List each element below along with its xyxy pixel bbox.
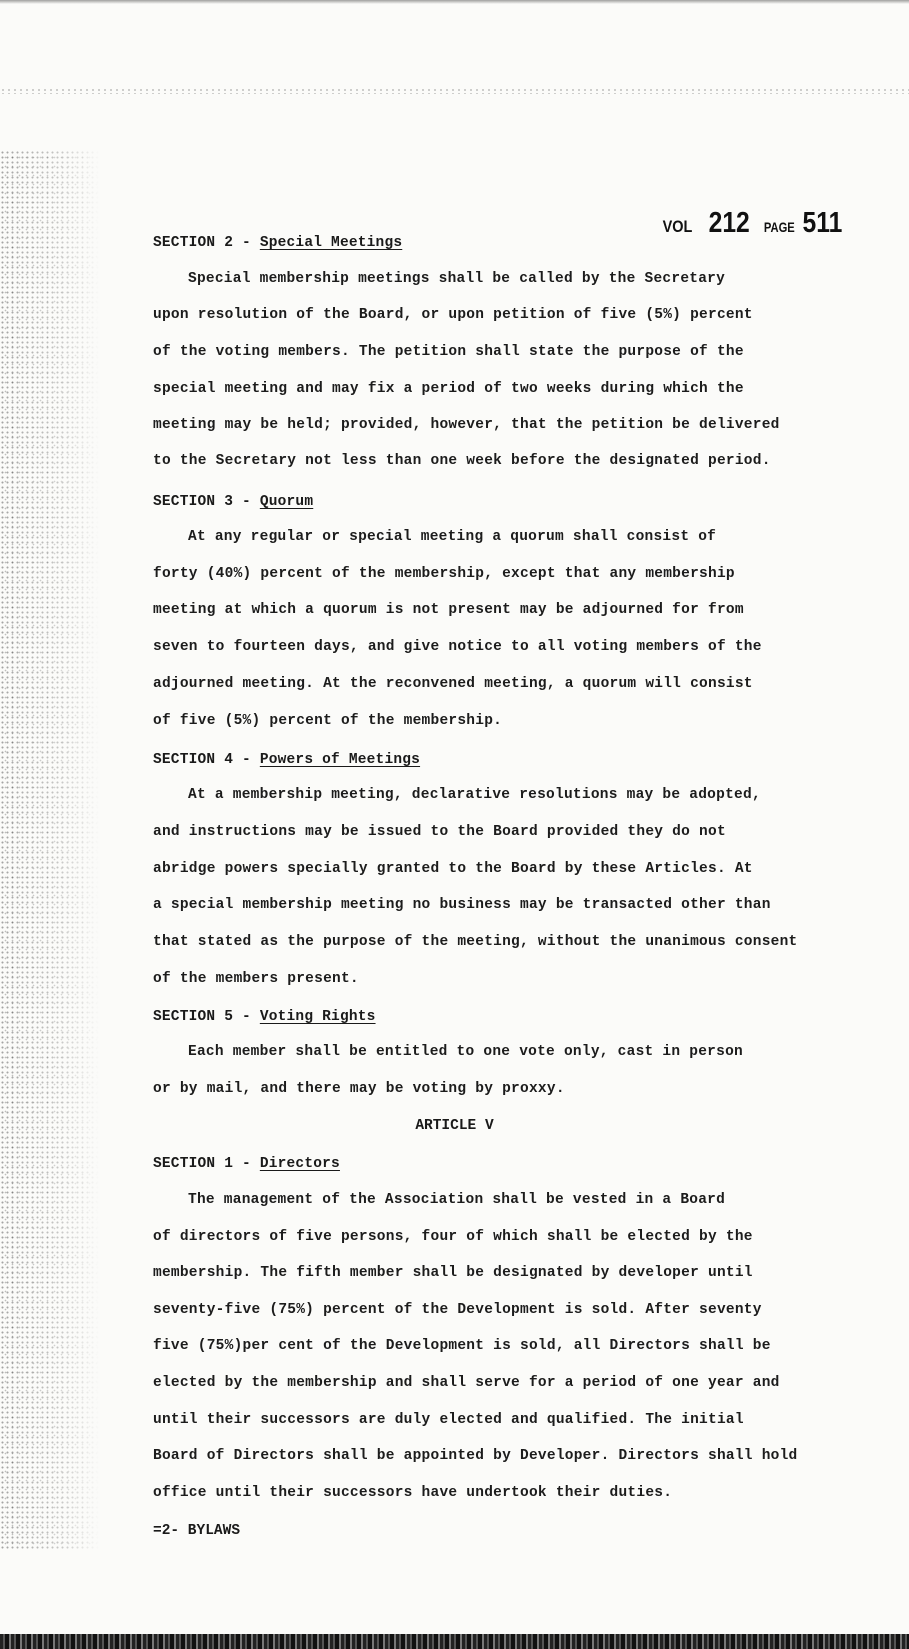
section-heading [153, 494, 313, 510]
text-line: meeting at which a quorum is not present may be adjourned for from [153, 602, 744, 618]
scan-edge-top [0, 0, 909, 4]
text-line: abridge powers specially granted to the Board by these Articles. At [153, 861, 753, 877]
section-title: Quorum [259, 494, 314, 510]
text-line: At any regular or special meeting a quorum shall consist of [188, 529, 717, 545]
text-line: of the voting members. The petition shall state the purpose of the [153, 344, 744, 360]
section-heading [153, 1009, 376, 1025]
text-line: The management of the Association shall be vested in a Board [188, 1192, 726, 1208]
section-heading [153, 1156, 340, 1172]
text-line: that stated as the purpose of the meeting, without the unanimous consent [153, 934, 798, 950]
text-line: special meeting and may fix a period of two weeks during which the [153, 381, 744, 397]
section-heading [153, 235, 402, 251]
section-prefix: SECTION 2 - [153, 235, 260, 251]
text-line: adjourned meeting. At the reconvened meeting, a quorum will consist [153, 676, 753, 692]
text-line: Each member shall be entitled to one vote only, cast in person [188, 1044, 743, 1060]
text-line: of five (5%) percent of the membership. [153, 713, 503, 729]
text-line: membership. The fifth member shall be designated by developer until [153, 1265, 753, 1281]
text-line: and instructions may be issued to the Board provided they do not [153, 824, 726, 840]
text-line: At a membership meeting, declarative resolutions may be adopted, [188, 787, 761, 803]
text-line: five (75%)per cent of the Development is sold, all Directors shall be [153, 1338, 771, 1354]
text-line: Special membership meetings shall be called by the Secretary [188, 271, 726, 287]
section-prefix: SECTION 4 - [153, 752, 260, 768]
section-prefix: SECTION 3 - [153, 494, 260, 510]
text-line: Board of Directors shall be appointed by Developer. Directors shall hold [153, 1448, 798, 1464]
text-line: office until their successors have undertook their duties. [153, 1485, 673, 1501]
text-line: meeting may be held; provided, however, that the petition be delivered [153, 417, 780, 433]
page-footer: =2- BYLAWS [153, 1523, 241, 1539]
text-line: a special membership meeting no business may be transacted other than [153, 897, 771, 913]
section-title: Voting Rights [259, 1009, 376, 1025]
page-number: 511 [802, 207, 843, 239]
volume-number: 212 [709, 207, 751, 239]
text-line: to the Secretary not less than one week before the designated period. [153, 453, 771, 469]
scan-noise-line [0, 88, 909, 94]
scan-edge-bottom [0, 1634, 909, 1649]
section-title: Special Meetings [259, 235, 403, 251]
page-label: PAGE [764, 219, 796, 235]
section-title: Powers of Meetings [259, 752, 421, 768]
text-line: or by mail, and there may be voting by proxxy. [153, 1081, 565, 1097]
text-line: until their successors are duly elected and qualified. The initial [153, 1412, 744, 1428]
text-line: elected by the membership and shall serve for a period of one year and [153, 1375, 780, 1391]
text-line: seven to fourteen days, and give notice to all voting members of the [153, 639, 762, 655]
text-line: seventy-five (75%) percent of the Development is sold. After seventy [153, 1302, 762, 1318]
scan-noise-left-margin [0, 150, 100, 1550]
text-line: upon resolution of the Board, or upon petition of five (5%) percent [153, 307, 753, 323]
section-heading [153, 752, 420, 768]
text-line: of directors of five persons, four of which shall be elected by the [153, 1229, 753, 1245]
volume-label: VOL [662, 217, 693, 236]
text-line: of the members present. [153, 971, 359, 987]
text-line: forty (40%) percent of the membership, except that any membership [153, 566, 735, 582]
article-heading: ARTICLE V [415, 1118, 494, 1134]
volume-page-stamp [660, 207, 846, 240]
section-prefix: SECTION 1 - [153, 1156, 260, 1172]
section-title: Directors [259, 1156, 340, 1172]
section-prefix: SECTION 5 - [153, 1009, 260, 1025]
